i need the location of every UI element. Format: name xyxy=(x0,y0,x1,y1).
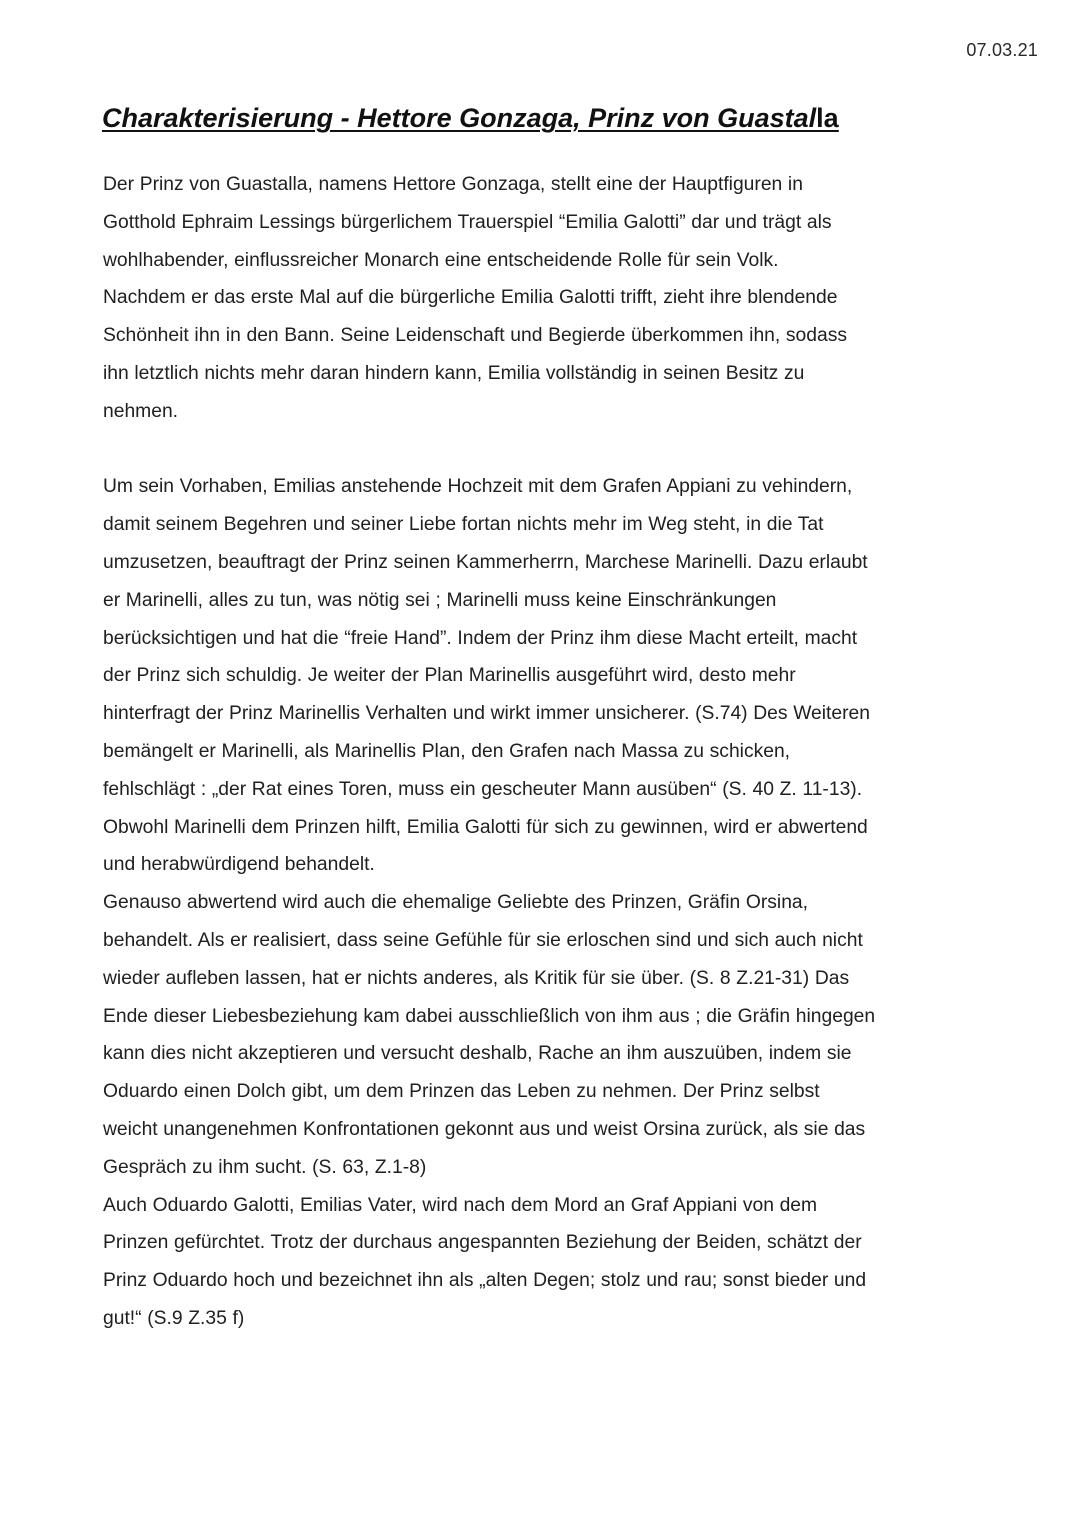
text-line: bemängelt er Marinelli, als Marinellis Plan, den Grafen nach Massa zu schicken, xyxy=(103,740,791,762)
paragraph-oduardo xyxy=(103,1187,983,1338)
text-line: und herabwürdigend behandelt. xyxy=(103,854,375,876)
text-line: behandelt. Als er realisiert, dass seine Gefühle für sie erloschen sind und sich auch nicht xyxy=(103,929,863,951)
text-line: fehlschlägt : „der Rat eines Toren, muss ein gescheuter Mann ausüben“ (S. 40 Z. 11-13). xyxy=(103,778,863,800)
document-body xyxy=(103,166,983,1338)
text-line: Nachdem er das erste Mal auf die bürgerliche Emilia Galotti trifft, zieht ihre blendende xyxy=(103,287,838,309)
text-line: Auch Oduardo Galotti, Emilias Vater, wird nach dem Mord an Graf Appiani von dem xyxy=(103,1194,818,1216)
text-line: Prinz Oduardo hoch und bezeichnet ihn als „alten Degen; stolz und rau; sonst bieder und xyxy=(103,1270,867,1292)
text-line: Um sein Vorhaben, Emilias anstehende Hochzeit mit dem Grafen Appiani zu vehindern, xyxy=(103,476,853,498)
paragraph-intro xyxy=(103,166,983,279)
document-title xyxy=(102,103,839,134)
text-line: Prinzen gefürchtet. Trotz der durchaus angespannten Beziehung der Beiden, schätzt der xyxy=(103,1232,862,1254)
paragraph-first-meeting xyxy=(103,279,983,430)
paragraph-orsina xyxy=(103,884,983,1186)
text-line: der Prinz sich schuldig. Je weiter der Plan Marinellis ausgeführt wird, desto mehr xyxy=(103,665,796,687)
text-line: er Marinelli, alles zu tun, was nötig sei ; Marinelli muss keine Einschränkungen xyxy=(103,589,777,611)
text-line: nehmen. xyxy=(103,400,179,422)
text-line: kann dies nicht akzeptieren und versucht deshalb, Rache an ihm auszuüben, indem sie xyxy=(103,1043,852,1065)
paragraph-marinelli xyxy=(103,468,983,884)
text-line: Schönheit ihn in den Bann. Seine Leidenschaft und Begierde überkommen ihn, sodass xyxy=(103,325,847,347)
document-date: 07.03.21 xyxy=(966,40,1038,60)
text-line: weicht unangenehmen Konfrontationen gekonnt aus und weist Orsina zurück, als sie das xyxy=(103,1118,866,1140)
text-line: Oduardo einen Dolch gibt, um dem Prinzen das Leben zu nehmen. Der Prinz selbst xyxy=(103,1081,820,1103)
text-line: wieder aufleben lassen, hat er nichts anderes, als Kritik für sie über. (S. 8 Z.21-31) Das xyxy=(103,967,850,989)
document-title-main: Charakterisierung - Hettore Gonzaga, Prinz von Guastal xyxy=(102,103,817,133)
paragraph-gap xyxy=(103,431,983,469)
text-line: berücksichtigen und hat die “freie Hand”. Indem der Prinz ihm diese Macht erteilt, macht xyxy=(103,627,858,649)
text-line: hinterfragt der Prinz Marinellis Verhalten und wirkt immer unsicherer. (S.74) Des Weiteren xyxy=(103,703,870,725)
text-line: ihn letztlich nichts mehr daran hindern kann, Emilia vollständig in seinen Besitz zu xyxy=(103,362,805,384)
text-line: Genauso abwertend wird auch die ehemalige Geliebte des Prinzen, Gräfin Orsina, xyxy=(103,892,809,914)
text-line: damit seinem Begehren und seiner Liebe fortan nichts mehr im Weg steht, in die Tat xyxy=(103,514,824,536)
text-line: Obwohl Marinelli dem Prinzen hilft, Emilia Galotti für sich zu gewinnen, wird er abwertend xyxy=(103,816,868,838)
document-title-tail: la xyxy=(816,103,839,133)
text-line: Der Prinz von Guastalla, namens Hettore Gonzaga, stellt eine der Hauptfiguren in xyxy=(103,174,803,195)
text-line: gut!“ (S.9 Z.35 f) xyxy=(103,1307,245,1329)
text-line: wohlhabender, einflussreicher Monarch eine entscheidende Rolle für sein Volk. xyxy=(103,249,779,271)
text-line: Gotthold Ephraim Lessings bürgerlichem Trauerspiel “Emilia Galotti” dar und trägt als xyxy=(103,211,832,233)
text-line: umzusetzen, beauftragt der Prinz seinen Kammerherrn, Marchese Marinelli. Dazu erlaubt xyxy=(103,551,868,573)
text-line: Ende dieser Liebesbeziehung kam dabei ausschließlich von ihm aus ; die Gräfin hingegen xyxy=(103,1005,876,1027)
text-line: Gespräch zu ihm sucht. (S. 63, Z.1-8) xyxy=(103,1156,427,1178)
